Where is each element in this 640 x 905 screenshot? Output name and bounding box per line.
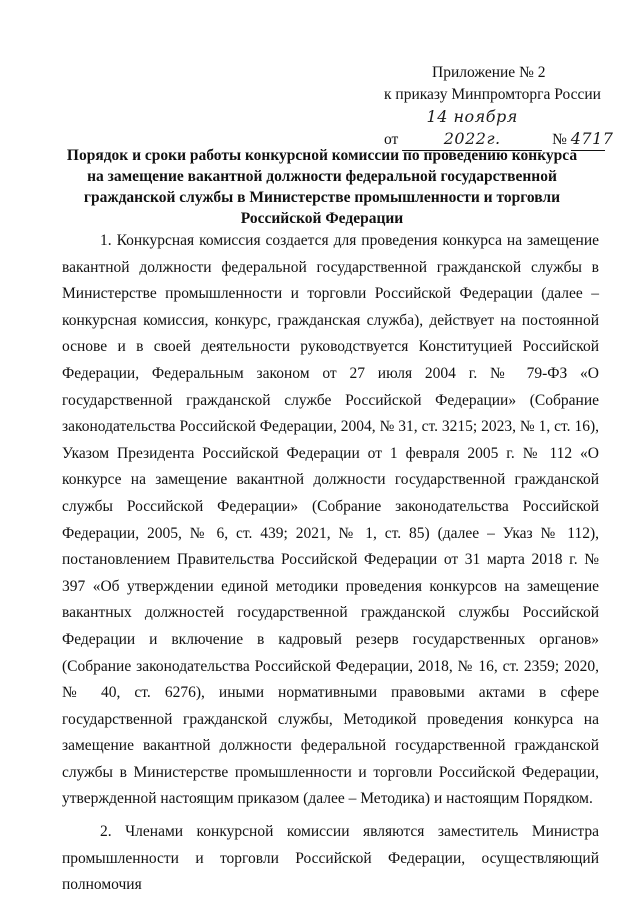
number-label: №	[552, 131, 567, 148]
handwritten-number: 4717	[571, 128, 605, 151]
appendix-label: Приложение № 2	[432, 64, 546, 81]
paragraph-1: 1. Конкурсная комиссия создается для проведения конкурса на замещение вакантной должности федеральной государственной гражданской службы в Министерстве промышленности и торговли Российской Федерации (далее – конкурсная комиссия, конкурс, гражданская служба), действует на постоянной основе и в своей деятельности руководствуется Конституцией Российской Федерации, Федеральным законом от 27 июля 2004 г. № 79-ФЗ «О государственной гражданской службе Российской Федерации» (Собрание законодательства Российской Федерации, 2004, № 31, ст. 3215; 2023, № 1, ст. 16), Указом Президента Российской Федерации от 1 февраля 2005 г. № 112 «О конкурсе на замещение вакантной должности государственной гражданской службы Российской Федерации» (Собрание законодательства Российской Федерации, 2005, № 6, ст. 439; 2021, № 1, ст. 85) (далее – Указ № 112), постановлением Правительства Российской Федерации от 31 марта 2018 г. № 397 «Об утверждении единой методики проведения конкурсов на замещение вакантных должностей государственной гражданской службы Российской Федерации и включение в кадровый резерв государственных органов» (Собрание законодательства Российской Федерации, 2018, № 16, ст. 2359; 2020, № 40, ст. 6276), иными нормативными правовыми актами в сфере государственной гражданской службы, Методикой проведения конкурса на замещение вакантной должности федеральной государственной гражданской службы в Министерстве промышленности и торговли Российской Федерации, утвержденной настоящим приказом (далее – Методика) и настоящим Порядком.	[62, 232, 599, 808]
title-line: Порядок и сроки работы конкурсной комиссии по проведению конкурса	[66, 147, 578, 164]
from-label: от	[384, 131, 399, 148]
appendix-header	[384, 62, 624, 151]
title-line: Российской Федерации	[240, 210, 404, 227]
title-line: гражданской службы в Министерстве промышленности и торговли	[83, 189, 561, 206]
appendix-order-line: к приказу Минпромторга России	[384, 86, 601, 103]
document-title	[62, 145, 582, 229]
paragraph-2: 2. Членами конкурсной комиссии являются заместитель Министра промышленности и торговли Российской Федерации, осуществляющий полномочия	[62, 823, 599, 894]
handwritten-date: 14 ноября 2022г.	[402, 106, 542, 151]
document-body	[62, 228, 599, 899]
title-line: на замещение вакантной должности федеральной государственной	[87, 168, 557, 185]
